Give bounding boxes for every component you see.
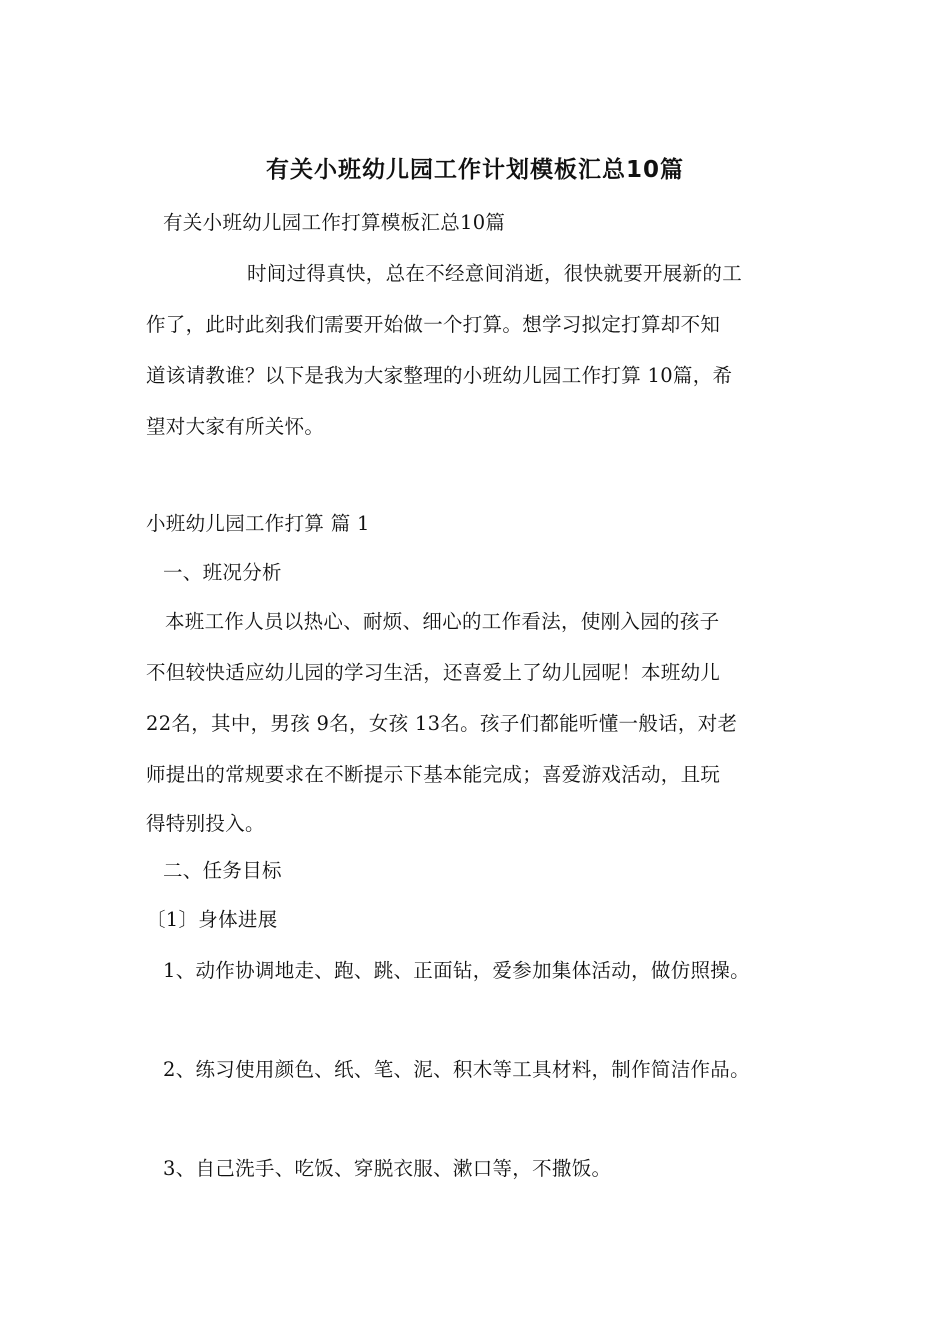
document-subtitle: 有关小班幼儿园工作打算模板汇总10篇 (163, 211, 506, 234)
part1-line-2: 不但较快适应幼儿园的学习生活，还喜爱上了幼儿园呢！本班幼儿 (146, 661, 721, 684)
item-1: 1、动作协调地走、跑、跳、正面钻，爱参加集体活动，做仿照操。 (163, 959, 750, 982)
document-title: 有关小班幼儿园工作计划模板汇总10篇 (265, 157, 684, 183)
part1-heading: 一、班况分析 (163, 561, 282, 584)
intro-line-3: 道该请教谁？以下是我为大家整理的小班幼儿园工作打算 10篇，希 (146, 364, 733, 387)
part1-line-5: 得特别投入。 (146, 812, 265, 835)
part1-line-4: 师提出的常规要求在不断提示下基本能完成；喜爱游戏活动，且玩 (146, 763, 721, 786)
intro-line-1: 时间过得真快，总在不经意间消逝，很快就要开展新的工 (247, 262, 743, 285)
intro-line-4: 望对大家有所关怀。 (146, 415, 325, 438)
part1-line-3: 22名，其中，男孩 9名，女孩 13名。孩子们都能听懂一般话，对老 (146, 712, 738, 735)
item-2: 2、练习使用颜色、纸、笔、泥、积木等工具材料，制作简洁作品。 (163, 1058, 750, 1081)
item-3: 3、自己洗手、吃饭、穿脱衣服、漱口等，不撒饭。 (163, 1157, 612, 1180)
sub1-heading: 〔1〕身体进展 (146, 908, 278, 931)
part2-heading: 二、任务目标 (163, 859, 282, 882)
intro-line-2: 作了，此时此刻我们需要开始做一个打算。想学习拟定打算却不知 (146, 313, 721, 336)
part1-line-1: 本班工作人员以热心、耐烦、细心的工作看法，使刚入园的孩子 (165, 610, 720, 633)
section-heading: 小班幼儿园工作打算 篇 1 (146, 512, 370, 535)
